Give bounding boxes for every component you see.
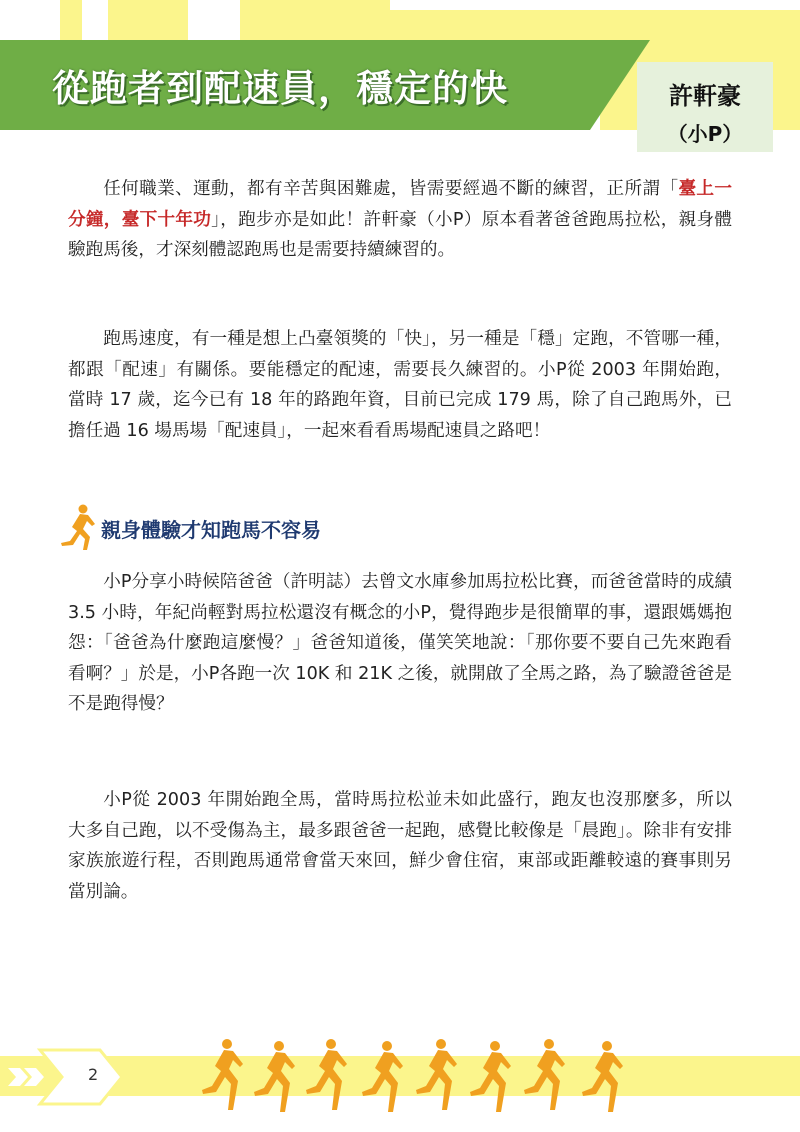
author-name: 許軒豪 [669,82,741,110]
intro-text-after: 」，跑步亦是如此！許軒豪（小P）原本看著爸爸跑馬拉松，親身體驗跑馬後，才深刻體認跑馬也是需要持續練習的。 [68,209,732,260]
section-heading: 親身體驗才知跑馬不容易 [101,518,321,542]
intro-paragraph-1 [68,174,732,266]
runner-icon [56,503,96,553]
section-paragraph-1: 小P分享小時候陪爸爸（許明誌）去曾文水庫參加馬拉松比賽，而爸爸當時的成績 3.5 小時，年紀尚輕對馬拉松還沒有概念的小P，覺得跑步是很簡單的事，還跟媽媽抱怨：「爸爸為什麼跑這麼慢？」爸爸知道後，僅笑笑地說：「那你要不要自己先來跑看看啊？」於是，小P各跑一次 10K 和 21K 之後，就開啟了全馬之路，為了驗證爸爸是不是跑得慢？ [68,572,732,714]
intro-paragraph-2: 跑馬速度，有一種是想上凸臺領獎的「快」，另一種是「穩」定跑，不管哪一種，都跟「配速」有關係。要能穩定的配速，需要長久練習的。小P從 2003 年開始跑，當時 17 歲，迄今已有 18 年的路跑年資，目前已完成 179 馬，除了自己跑馬外，已擔任過 16 場馬場「配速員」，一起來看看馬場配速員之路吧！ [68,329,732,441]
chevron-icon [0,1046,130,1108]
highlight-phrase: 臺上一分鐘，臺下十年功 [68,179,732,230]
author-nickname: （小P） [667,122,743,146]
top-decoration [0,0,800,40]
section-paragraph-2: 小P從 2003 年開始跑全馬，當時馬拉松並未如此盛行，跑友也沒那麼多，所以大多自己跑，以不受傷為主，最多跟爸爸一起跑，感覺比較像是「晨跑」。除非有安排家族旅遊行程，否則跑馬通常會當天來回，鮮少會住宿，東部或距離較遠的賽事則另當別論。 [68,790,732,902]
intro-text-before: 任何職業、運動，都有辛苦與困難處，皆需要經過不斷的練習，正所謂「 [103,179,679,199]
runner-silhouette-icon [200,1036,640,1118]
page-title: 從跑者到配速員，穩定的快 [52,67,508,110]
page-number: 2 [88,1065,99,1084]
